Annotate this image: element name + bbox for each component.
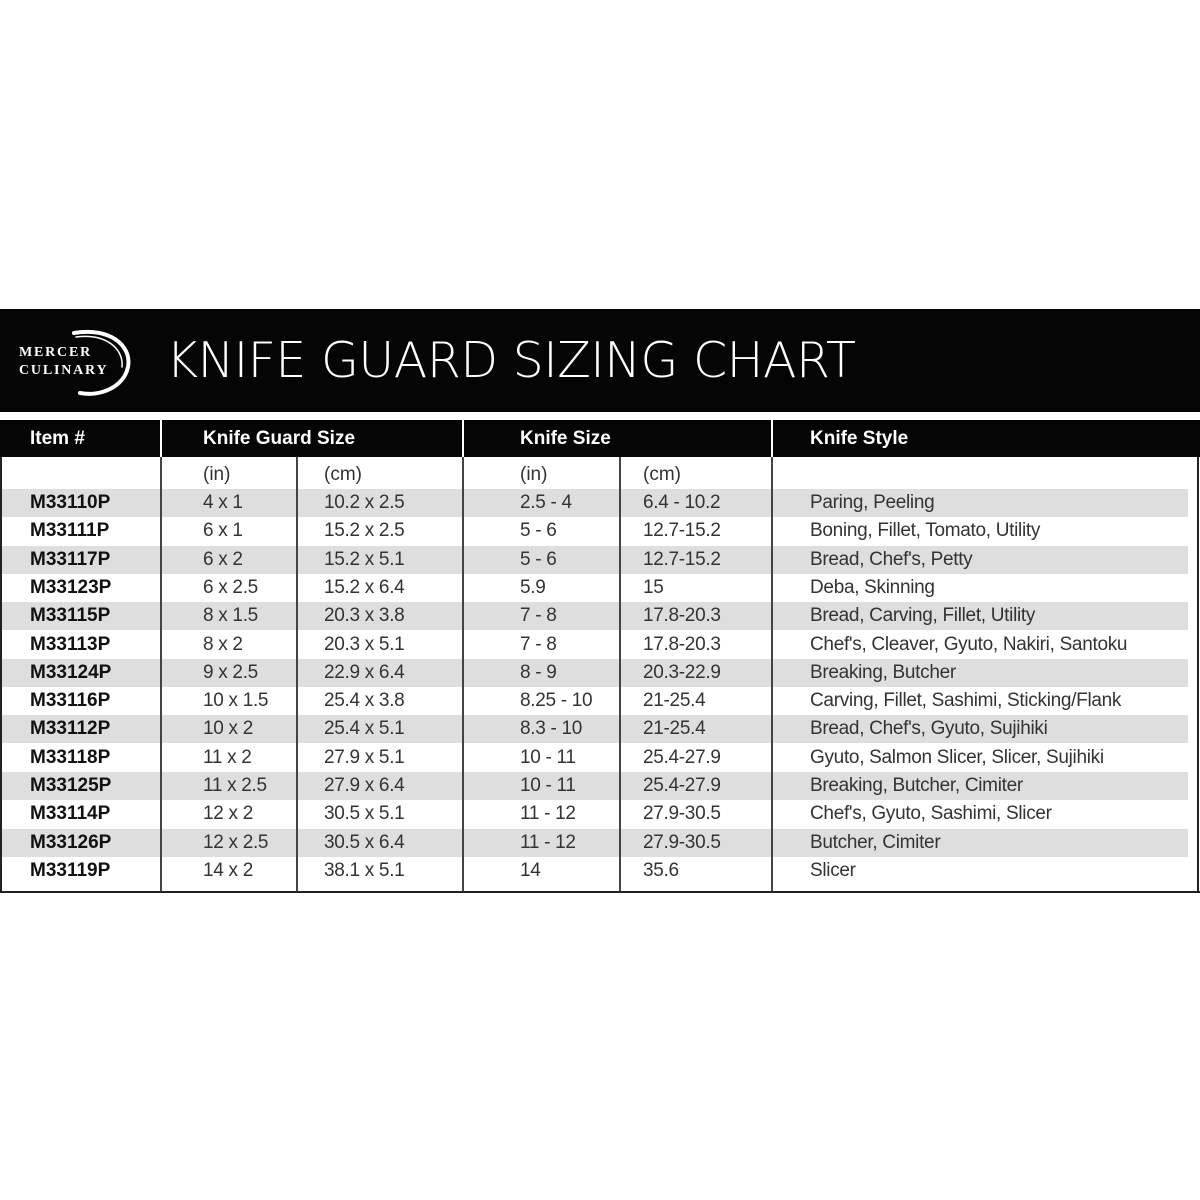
item-number: M33115P <box>30 605 111 627</box>
header-divider <box>160 420 162 457</box>
column-divider <box>771 457 773 891</box>
knife-style: Deba, Skinning <box>810 576 935 598</box>
units-row <box>0 461 1200 489</box>
knife-size-in: 2.5 - 4 <box>520 492 572 513</box>
knife-size-in: 5 - 6 <box>520 520 557 542</box>
table-header <box>0 420 1200 457</box>
guard-size-cm: 30.5 x 5.1 <box>324 803 405 825</box>
sizing-table <box>0 457 1200 893</box>
column-divider <box>296 457 298 891</box>
knife-size-in: 8.3 - 10 <box>520 718 583 740</box>
guard-size-cm: 15.2 x 2.5 <box>324 520 405 542</box>
knife-size-cm: 6.4 - 10.2 <box>643 492 721 513</box>
guard-size-cm: 22.9 x 6.4 <box>324 661 405 683</box>
knife-size-in: 8.25 - 10 <box>520 690 593 712</box>
knife-style: Carving, Fillet, Sashimi, Sticking/Flank <box>810 690 1122 712</box>
column-divider <box>462 457 464 891</box>
guard-size-cm: 25.4 x 3.8 <box>324 690 405 712</box>
table-row <box>0 687 1188 715</box>
table-left-edge <box>0 457 2 891</box>
guard-size-cm: 20.3 x 3.8 <box>324 605 405 627</box>
unit-knife-cm: (cm) <box>643 464 681 485</box>
item-number: M33113P <box>30 633 111 655</box>
knife-size-in: 14 <box>520 859 541 881</box>
item-number: M33111P <box>30 520 110 542</box>
guard-size-in: 8 x 1.5 <box>203 605 258 627</box>
knife-size-cm: 12.7-15.2 <box>643 520 721 542</box>
knife-size-cm: 21-25.4 <box>643 718 706 740</box>
logo-swoosh-icon <box>14 323 134 399</box>
knife-size-cm: 20.3-22.9 <box>643 661 721 683</box>
knife-size-in: 10 - 11 <box>520 746 576 768</box>
knife-size-in: 8 - 9 <box>520 661 557 683</box>
header-item: Item # <box>30 428 85 449</box>
knife-size-in: 10 - 11 <box>520 775 576 796</box>
knife-style: Bread, Chef's, Gyuto, Sujihiki <box>810 718 1048 740</box>
knife-style: Paring, Peeling <box>810 492 935 513</box>
knife-size-in: 7 - 8 <box>520 633 557 655</box>
guard-size-in: 10 x 2 <box>203 718 253 740</box>
knife-size-cm: 25.4-27.9 <box>643 746 721 768</box>
guard-size-in: 6 x 2.5 <box>203 576 258 598</box>
guard-size-cm: 20.3 x 5.1 <box>324 633 405 655</box>
guard-size-cm: 27.9 x 6.4 <box>324 775 405 796</box>
guard-size-in: 11 x 2 <box>203 746 252 768</box>
knife-style: Slicer <box>810 859 856 881</box>
knife-size-cm: 12.7-15.2 <box>643 548 721 570</box>
knife-style: Bread, Chef's, Petty <box>810 548 973 570</box>
guard-size-in: 6 x 2 <box>203 548 243 570</box>
item-number: M33116P <box>30 690 111 712</box>
guard-size-in: 9 x 2.5 <box>203 661 258 683</box>
guard-size-in: 14 x 2 <box>203 859 253 881</box>
guard-size-in: 12 x 2.5 <box>203 831 269 853</box>
item-number: M33123P <box>30 576 112 598</box>
table-row <box>0 631 1188 659</box>
knife-size-cm: 35.6 <box>643 859 679 881</box>
item-number: M33125P <box>30 775 112 796</box>
knife-size-in: 7 - 8 <box>520 605 557 627</box>
header-knife-size: Knife Size <box>520 428 611 449</box>
item-number: M33118P <box>30 746 111 768</box>
logo-text-mercer: MERCER <box>19 345 93 360</box>
guard-size-cm: 30.5 x 6.4 <box>324 831 405 853</box>
knife-size-cm: 17.8-20.3 <box>643 633 721 655</box>
item-number: M33110P <box>30 492 111 513</box>
table-row <box>0 829 1188 857</box>
knife-style: Breaking, Butcher, Cimiter <box>810 775 1023 796</box>
mercer-culinary-logo <box>14 323 134 399</box>
guard-size-cm: 38.1 x 5.1 <box>324 859 405 881</box>
guard-size-in: 10 x 1.5 <box>203 690 269 712</box>
header-guard-size: Knife Guard Size <box>203 428 356 449</box>
knife-size-cm: 27.9-30.5 <box>643 803 721 825</box>
unit-guard-cm: (cm) <box>324 464 362 485</box>
table-row <box>0 546 1188 574</box>
knife-style: Bread, Carving, Fillet, Utility <box>810 605 1036 627</box>
table-row <box>0 744 1188 772</box>
unit-knife-in: (in) <box>520 464 548 485</box>
table-right-edge <box>1197 457 1199 891</box>
knife-size-in: 11 - 12 <box>520 803 576 825</box>
item-number: M33119P <box>30 859 111 881</box>
guard-size-in: 11 x 2.5 <box>203 775 267 796</box>
table-row <box>0 574 1188 602</box>
knife-size-cm: 27.9-30.5 <box>643 831 721 853</box>
guard-size-cm: 15.2 x 6.4 <box>324 576 405 598</box>
header-divider <box>462 420 464 457</box>
knife-size-in: 5.9 <box>520 576 546 598</box>
logo-text-culinary: CULINARY <box>19 363 109 378</box>
item-number: M33114P <box>30 803 111 825</box>
guard-size-in: 4 x 1 <box>203 492 243 513</box>
knife-style: Breaking, Butcher <box>810 661 956 683</box>
header-knife-style: Knife Style <box>810 428 909 449</box>
knife-size-cm: 15 <box>643 576 664 598</box>
table-row <box>0 800 1188 828</box>
unit-guard-in: (in) <box>203 464 231 485</box>
table-row <box>0 659 1188 687</box>
guard-size-cm: 25.4 x 5.1 <box>324 718 405 740</box>
guard-size-in: 6 x 1 <box>203 520 243 542</box>
knife-style: Boning, Fillet, Tomato, Utility <box>810 520 1041 542</box>
item-number: M33112P <box>30 718 111 740</box>
knife-size-in: 11 - 12 <box>520 831 576 853</box>
guard-size-in: 8 x 2 <box>203 633 243 655</box>
header-divider <box>771 420 773 457</box>
knife-style: Butcher, Cimiter <box>810 831 941 853</box>
item-number: M33117P <box>30 548 111 570</box>
table-row <box>0 715 1188 743</box>
table-row <box>0 602 1188 630</box>
item-number: M33124P <box>30 661 112 683</box>
table-row <box>0 857 1188 885</box>
knife-style: Chef's, Gyuto, Sashimi, Slicer <box>810 803 1052 825</box>
knife-size-cm: 25.4-27.9 <box>643 775 721 796</box>
guard-size-in: 12 x 2 <box>203 803 253 825</box>
banner-divider <box>0 412 1200 420</box>
guard-size-cm: 27.9 x 5.1 <box>324 746 405 768</box>
guard-size-cm: 15.2 x 5.1 <box>324 548 405 570</box>
column-divider <box>160 457 162 891</box>
knife-size-cm: 17.8-20.3 <box>643 605 721 627</box>
item-number: M33126P <box>30 831 112 853</box>
table-row <box>0 517 1188 545</box>
table-row <box>0 772 1188 800</box>
knife-style: Chef's, Cleaver, Gyuto, Nakiri, Santoku <box>810 633 1128 655</box>
title-banner <box>0 309 1200 412</box>
column-divider <box>619 457 621 891</box>
table-row <box>0 489 1188 517</box>
page-title: KNIFE GUARD SIZING CHART <box>166 332 856 389</box>
knife-size-cm: 21-25.4 <box>643 690 706 712</box>
knife-style: Gyuto, Salmon Slicer, Slicer, Sujihiki <box>810 746 1104 768</box>
knife-size-in: 5 - 6 <box>520 548 557 570</box>
guard-size-cm: 10.2 x 2.5 <box>324 492 405 513</box>
